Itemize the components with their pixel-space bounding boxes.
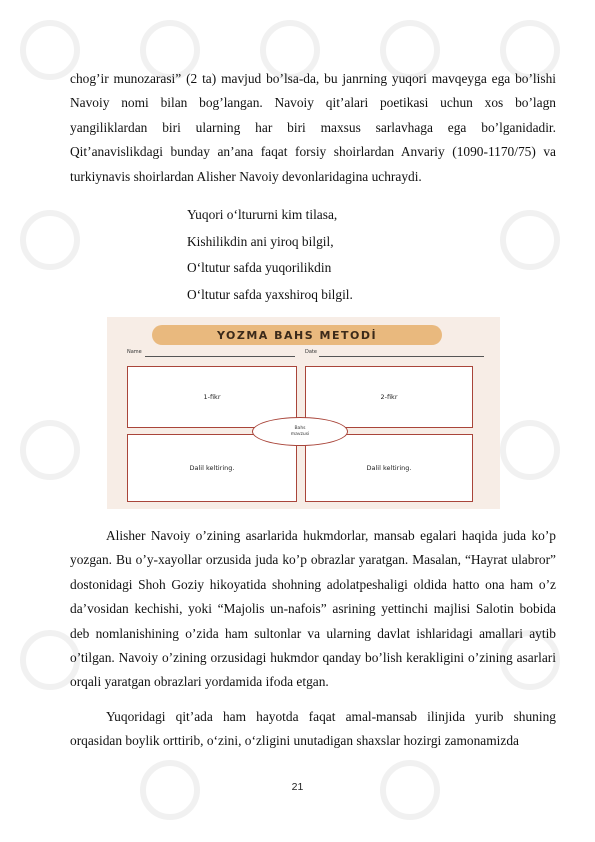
poem-block bbox=[187, 202, 353, 308]
oval-line-1: Bahs bbox=[294, 425, 306, 431]
poem-line: O‘ltutur safda yaxshiroq bilgil. bbox=[187, 286, 353, 302]
date-line bbox=[319, 356, 484, 357]
paragraph-3: Yuqoridagi qit’ada ham hayotda faqat amal-mansab ilinjida yurib shuning orqasidan boylik orttirib, o‘zini, o‘zligini unutadigan shaxslar hozirgi zamonamizda bbox=[70, 709, 556, 749]
poem-line: O‘ltutur safda yuqorilikdin bbox=[187, 260, 332, 276]
opinion-box-1: 1-fikr bbox=[127, 366, 297, 428]
figure-banner: YOZMA BAHS METODİ bbox=[152, 325, 442, 345]
name-line bbox=[145, 356, 295, 357]
debate-method-figure bbox=[107, 317, 500, 509]
oval-line-2: mavzusi bbox=[290, 431, 310, 437]
debate-topic-oval bbox=[252, 417, 348, 446]
evidence-box-2: Dalil keltiring. bbox=[305, 434, 473, 502]
figure-name-label: Name bbox=[127, 349, 142, 355]
figure-date-label: Date bbox=[305, 349, 317, 355]
opinion-box-2: 2-fikr bbox=[305, 366, 473, 428]
poem-line: Kishilikdin ani yiroq bilgil, bbox=[187, 233, 334, 249]
evidence-box-1: Dalil keltiring. bbox=[127, 434, 297, 502]
poem-line: Yuqori o‘ltururni kim tilasa, bbox=[187, 207, 338, 222]
paragraph-2: Alisher Navoiy o’zining asarlarida hukmdorlar, mansab egalari haqida juda ko’p yozgan. Bu o’y-xayollar orzusida juda ko’p obrazlar yaratgan. Masalan, “Hayrat ulabror” dostonidagi Shoh Goziy hikoyatida shohning adolatpeshaligi oldida hatto ona ham o’z da’vosidan kechishi, yoki “Majolis un-nafois” asrining yettinchi majlisi Salotin bobida deb nomlanishining o’zida ham sultonlar va ularning davlat ishlaridagi amallari aytib o’tilgan. Navoiy o’zining orzusidagi hukmdor qanday bo’lish kerakligini o’zining asarlari orqali yaratgan obrazlari yordamida ifoda etgan. bbox=[70, 528, 556, 690]
page-number: 21 bbox=[291, 781, 304, 793]
paragraph-1: chog’ir munozarasi” (2 ta) mavjud bo’lsa-da, bu janrning yuqori mavqeyga ega bo’lishi Navoiy nomi bilan bog’langan. Navoiy qit’alari poetikasi uchun xos bo’lagn yangiliklardan biri ularning har biri maxsus sarlavhaga ega bo’lganidadir. Qit’anavislikdagi bunday an’ana faqat forsiy shoirlardan Anvariy (1090-1170/75) va turkiynavis shoirlardan Alisher Navoiy devonlaridagina uchraydi. bbox=[70, 71, 556, 184]
